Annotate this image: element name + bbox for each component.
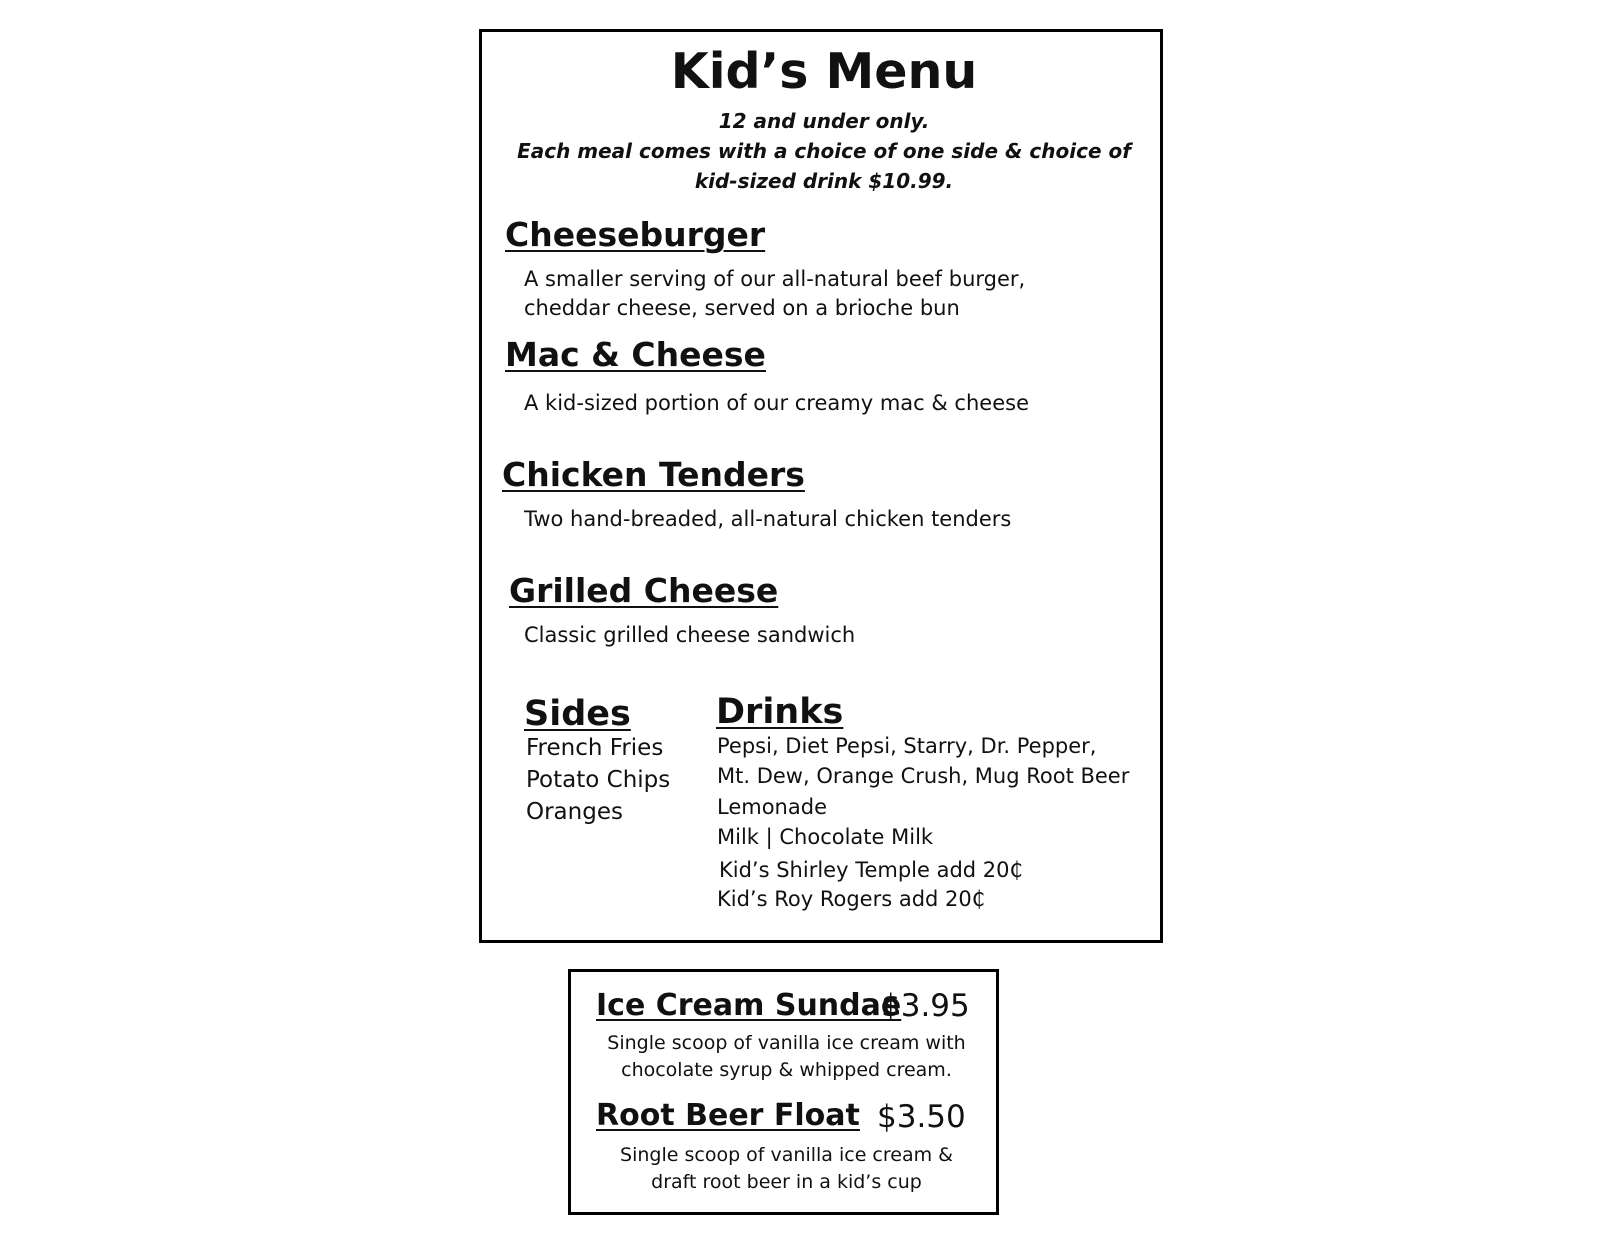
- menu-subtitle-line: Each meal comes with a choice of one side & choice of: [517, 139, 1131, 163]
- side-item: Oranges: [526, 799, 623, 825]
- side-item: French Fries: [526, 735, 664, 761]
- drink-item: Milk | Chocolate Milk: [717, 825, 934, 849]
- item-heading-cheeseburger: Cheeseburger: [505, 215, 766, 254]
- dessert-price: $3.50: [877, 1099, 966, 1135]
- menu-title: Kid’s Menu: [670, 43, 978, 100]
- sides-heading: Sides: [524, 694, 631, 734]
- dessert-panel: [568, 969, 999, 1215]
- drink-item: Mt. Dew, Orange Crush, Mug Root Beer: [717, 764, 1130, 788]
- item-description: A smaller serving of our all-natural beef burger,: [524, 267, 1026, 291]
- drink-item: Kid’s Shirley Temple add 20₵: [719, 858, 1023, 882]
- item-description: cheddar cheese, served on a brioche bun: [524, 296, 960, 320]
- dessert-name-root-beer-float: Root Beer Float: [596, 1098, 860, 1133]
- dessert-name-ice-cream-sundae: Ice Cream Sundae: [596, 988, 902, 1023]
- dessert-description: chocolate syrup & whipped cream.: [621, 1059, 952, 1081]
- item-heading-mac-cheese: Mac & Cheese: [505, 335, 766, 374]
- dessert-description: draft root beer in a kid’s cup: [651, 1171, 922, 1193]
- drink-item: Pepsi, Diet Pepsi, Starry, Dr. Pepper,: [717, 734, 1097, 758]
- dessert-description: Single scoop of vanilla ice cream &: [620, 1144, 953, 1166]
- kids-menu-panel: [479, 29, 1163, 943]
- item-heading-chicken-tenders: Chicken Tenders: [502, 455, 805, 494]
- menu-subtitle-line: kid-sized drink $10.99.: [694, 169, 954, 193]
- drink-item: Lemonade: [717, 795, 827, 819]
- drink-item: Kid’s Roy Rogers add 20₵: [717, 887, 986, 911]
- menu-subtitle-line: 12 and under only.: [718, 109, 930, 133]
- item-description: A kid-sized portion of our creamy mac & cheese: [524, 391, 1029, 415]
- item-description: Two hand-breaded, all-natural chicken tenders: [524, 507, 1012, 531]
- item-description: Classic grilled cheese sandwich: [524, 623, 856, 647]
- dessert-description: Single scoop of vanilla ice cream with: [607, 1032, 966, 1054]
- drinks-heading: Drinks: [716, 692, 844, 732]
- side-item: Potato Chips: [526, 767, 671, 793]
- dessert-price: $3.95: [881, 988, 970, 1024]
- item-heading-grilled-cheese: Grilled Cheese: [509, 571, 779, 610]
